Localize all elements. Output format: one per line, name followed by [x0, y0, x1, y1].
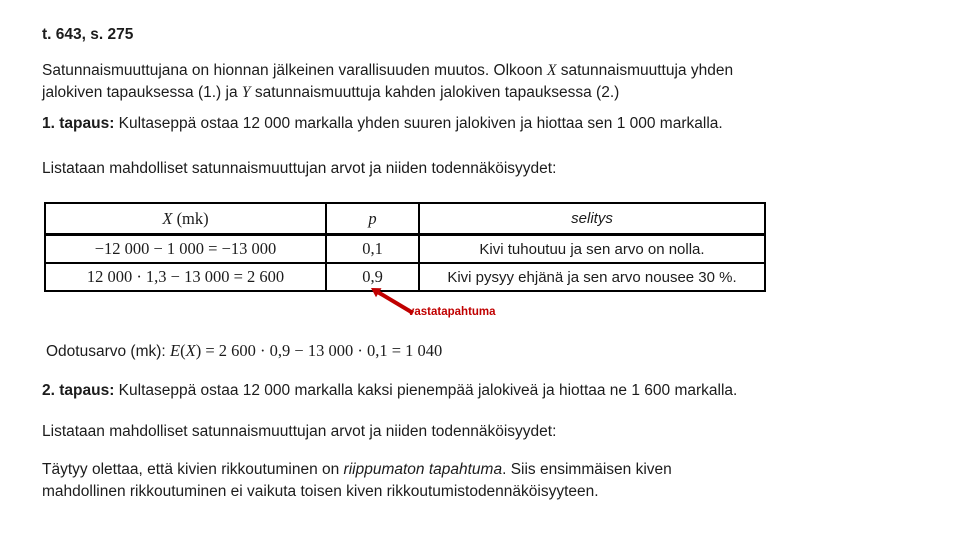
intro-text: jalokiven tapauksessa (1.) ja	[42, 84, 242, 101]
assumption-text: . Siis ensimmäisen kiven	[502, 461, 672, 478]
expectation-line	[46, 341, 442, 362]
variable-y: Y	[241, 84, 251, 101]
page-title: t. 643, s. 275	[42, 26, 134, 43]
intro-line-2	[42, 83, 619, 103]
intro-text: Satunnaismuuttujana on hionnan jälkeinen varallisuuden muutos. Olkoon	[42, 62, 547, 79]
assumption-text: Täytyy olettaa, että kivien rikkoutuminen on	[42, 461, 344, 478]
cell-probability: 0,1	[326, 235, 419, 264]
column-header-x	[45, 203, 326, 235]
list-intro-2: Listataan mahdolliset satunnaismuuttujan arvot ja niiden todennäköisyydet:	[42, 423, 557, 440]
variable-x: X	[546, 62, 557, 79]
list-intro-1: Listataan mahdolliset satunnaismuuttujan arvot ja niiden todennäköisyydet:	[42, 160, 557, 177]
assumption-italic-term: riippumaton tapahtuma	[343, 461, 503, 478]
assumption-line-1	[42, 460, 672, 480]
column-header-p	[326, 203, 419, 235]
expectation-label: Odotusarvo (mk):	[46, 343, 171, 360]
annotation-label: vastatapahtuma	[408, 306, 496, 318]
case2-label: 2. tapaus:	[42, 382, 115, 399]
header-p-var: p	[368, 208, 377, 228]
header-x-var: X	[162, 208, 173, 228]
table-header-row	[45, 203, 765, 235]
cell-probability: 0,9	[326, 263, 419, 291]
variable-x: X	[185, 341, 196, 360]
case2-line	[42, 381, 737, 401]
formula-paren: (	[180, 341, 186, 360]
case2-text: Kultaseppä ostaa 12 000 markalla kaksi pienempää jalokiveä ja hiottaa ne 1 600 markalla.	[114, 382, 738, 399]
header-x-unit: (mk)	[172, 208, 209, 228]
case1-label: 1. tapaus:	[42, 115, 115, 132]
cell-explanation: Kivi pysyy ehjänä ja sen arvo nousee 30 %.	[419, 263, 765, 291]
case1-line	[42, 114, 723, 134]
cell-x-value: −12 000 − 1 000 = −13 000	[45, 235, 326, 264]
table-row	[45, 235, 765, 264]
cell-x-value: 12 000 · 1,3 − 13 000 = 2 600	[45, 263, 326, 291]
case1-text: Kultaseppä ostaa 12 000 markalla yhden suuren jalokiven ja hiottaa sen 1 000 markalla.	[114, 115, 723, 132]
probability-table	[44, 202, 766, 292]
intro-line-1	[42, 61, 733, 81]
column-header-selitys: selitys	[419, 203, 765, 235]
assumption-line-2: mahdollinen rikkoutuminen ei vaikuta toisen kiven rikkoutumistodennäköisyyteen.	[42, 483, 599, 500]
intro-text: satunnaismuuttuja kahden jalokiven tapauksessa (2.)	[250, 84, 620, 101]
cell-explanation: Kivi tuhoutuu ja sen arvo on nolla.	[419, 235, 765, 264]
intro-text: satunnaismuuttuja yhden	[556, 62, 734, 79]
expectation-formula: ) = 2 600 · 0,9 − 13 000 · 0,1 = 1 040	[195, 341, 443, 360]
variable-e: E	[170, 341, 181, 360]
